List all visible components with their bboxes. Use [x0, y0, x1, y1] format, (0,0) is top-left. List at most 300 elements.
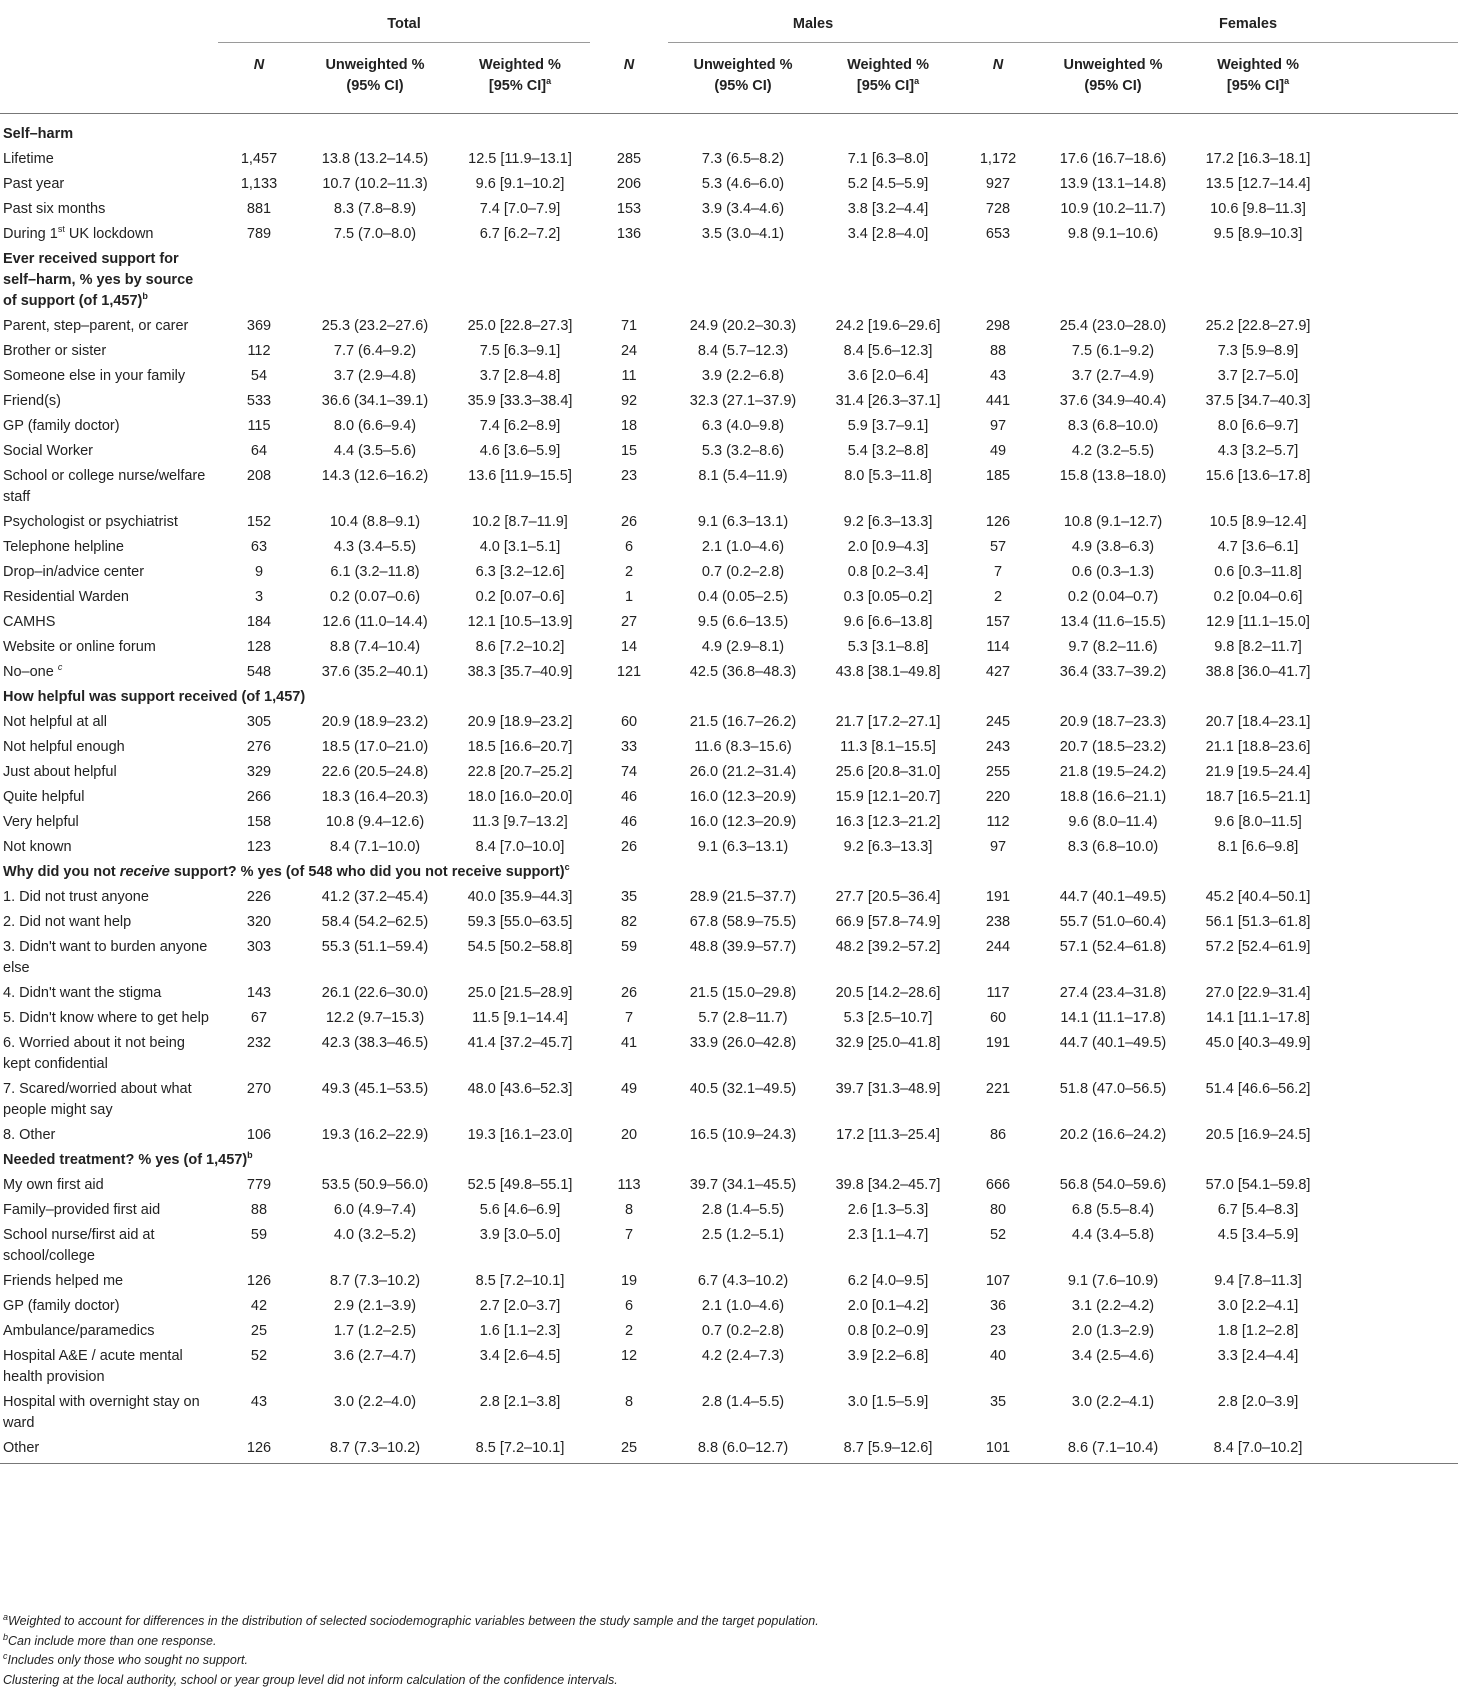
weighted-cell: 4.5 [3.4–5.9] [1217, 1227, 1299, 1243]
weighted-cell: 6.3 [3.2–12.6] [475, 564, 565, 580]
n-cell: 243 [985, 739, 1011, 755]
weighted-cell: 17.2 [16.3–18.1] [1205, 151, 1311, 167]
unweighted-cell: 4.3 (3.4–5.5) [333, 539, 417, 555]
unweighted-cell: 4.9 (2.9–8.1) [701, 639, 785, 655]
n-cell: 533 [246, 393, 272, 409]
n-cell: 8 [624, 1202, 634, 1218]
n-cell: 2 [624, 1323, 634, 1339]
n-cell: 1 [624, 589, 634, 605]
unweighted-cell: 12.6 (11.0–14.4) [322, 614, 428, 630]
table-row [0, 222, 1458, 247]
weighted-cell: 4.3 [3.2–5.7] [1217, 443, 1299, 459]
weighted-cell: 21.9 [19.5–24.4] [1205, 764, 1311, 780]
n-cell: 19 [620, 1273, 638, 1289]
weighted-cell: 35.9 [33.3–38.4] [467, 393, 573, 409]
n-cell: 112 [986, 814, 1010, 830]
weighted-cell: 52.5 [49.8–55.1] [467, 1177, 573, 1193]
unweighted-cell: 10.4 (8.8–9.1) [329, 514, 421, 530]
unweighted-cell: 10.9 (10.2–11.7) [1060, 201, 1166, 217]
row-label: 6. Worried about it not being kept confidential [3, 1035, 185, 1072]
unweighted-cell: 9.1 (6.3–13.1) [697, 514, 789, 530]
weighted-cell: 6.7 [6.2–7.2] [479, 226, 561, 242]
unweighted-cell: 20.2 (16.6–24.2) [1059, 1127, 1167, 1143]
section-label: Ever received support for self–harm, % yes by source of support (of 1,457)$^b$ [3, 251, 194, 309]
row-label: 1. Did not trust anyone [3, 889, 149, 905]
n-cell: 35 [620, 889, 638, 905]
unweighted-cell: 2.1 (1.0–4.6) [701, 1298, 785, 1314]
unweighted-cell: 3.0 (2.2–4.1) [1071, 1394, 1155, 1410]
footnote: $^c$Includes only those who sought no support. [3, 1650, 248, 1667]
n-cell: 113 [617, 1177, 641, 1193]
weighted-cell: 13.6 [11.9–15.5] [468, 468, 572, 484]
n-cell: 59 [250, 1227, 268, 1243]
unweighted-cell: 6.8 (5.5–8.4) [1071, 1202, 1155, 1218]
weighted-cell: 15.9 [12.1–20.7] [835, 789, 941, 805]
unweighted-cell: 28.9 (21.5–37.7) [689, 889, 797, 905]
table-row [0, 910, 1458, 935]
weighted-cell: 2.3 [1.1–4.7] [847, 1227, 929, 1243]
n-cell: 26 [620, 985, 638, 1001]
weighted-cell: 39.7 [31.3–48.9] [835, 1081, 941, 1097]
weighted-cell: 5.4 [3.2–8.8] [847, 443, 929, 459]
unweighted-cell: 33.9 (26.0–42.8) [689, 1035, 797, 1051]
unweighted-cell: 39.7 (34.1–45.5) [689, 1177, 797, 1193]
n-cell: 7 [624, 1227, 634, 1243]
unweighted-cell: 18.3 (16.4–20.3) [321, 789, 429, 805]
weighted-cell: 9.6 [6.6–13.8] [843, 614, 933, 630]
n-cell: 52 [989, 1227, 1007, 1243]
unweighted-cell: 2.0 (1.3–2.9) [1071, 1323, 1155, 1339]
weighted-cell: 3.9 [3.0–5.0] [479, 1227, 561, 1243]
unweighted-cell: 37.6 (34.9–40.4) [1059, 393, 1167, 409]
row-label: Family–provided first aid [3, 1202, 161, 1218]
weighted-cell: 18.5 [16.6–20.7] [467, 739, 573, 755]
unweighted-cell: 53.5 (50.9–56.0) [321, 1177, 429, 1193]
unweighted-cell: 21.5 (16.7–26.2) [689, 714, 797, 730]
unweighted-cell: 8.7 (7.3–10.2) [329, 1273, 421, 1289]
n-cell: 927 [985, 176, 1011, 192]
weighted-cell: 8.0 [5.3–11.8] [844, 468, 932, 484]
n-cell: 115 [247, 418, 271, 434]
row-label: 8. Other [3, 1127, 56, 1143]
unweighted-cell: 37.6 (35.2–40.1) [321, 664, 429, 680]
weighted-cell: 20.7 [18.4–23.1] [1205, 714, 1311, 730]
unweighted-cell: 2.8 (1.4–5.5) [701, 1394, 785, 1410]
weighted-cell: 4.0 [3.1–5.1] [479, 539, 561, 555]
n-cell: 52 [250, 1348, 268, 1364]
unweighted-cell: 2.9 (2.1–3.9) [333, 1298, 417, 1314]
unweighted-cell: 3.9 (2.2–6.8) [701, 368, 785, 384]
weighted-cell: 31.4 [26.3–37.1] [835, 393, 941, 409]
table-row [0, 314, 1458, 339]
weighted-cell: 8.1 [6.6–9.8] [1217, 839, 1299, 855]
n-cell: 20 [620, 1127, 638, 1143]
n-cell: 18 [620, 418, 638, 434]
table-row [0, 1269, 1458, 1294]
unweighted-cell: 3.9 (3.4–4.6) [701, 201, 785, 217]
row-label: No–one $^c$ [3, 662, 63, 680]
weighted-cell: 5.9 [3.7–9.1] [847, 418, 929, 434]
unweighted-cell: 16.0 (12.3–20.9) [689, 789, 797, 805]
n-cell: 49 [620, 1081, 638, 1097]
table-row [0, 414, 1458, 439]
table-row [0, 1077, 1458, 1123]
row-label: Just about helpful [3, 764, 117, 780]
weighted-cell: 8.4 [7.0–10.2] [1188, 1436, 1328, 1464]
n-cell: 23 [989, 1323, 1007, 1339]
unweighted-cell: 56.8 (54.0–59.6) [1059, 1177, 1167, 1193]
section-label: Needed treatment? % yes (of 1,457)$^b$ [3, 1150, 253, 1168]
table-row [0, 660, 1458, 685]
weighted-cell: 25.0 [22.8–27.3] [467, 318, 573, 334]
unweighted-cell: 6.7 (4.3–10.2) [697, 1273, 789, 1289]
weighted-cell: 9.6 [8.0–11.5] [1214, 814, 1302, 830]
row-label: During 1st UK lockdown [3, 224, 154, 242]
n-cell: 88 [250, 1202, 268, 1218]
unweighted-cell: 13.9 (13.1–14.8) [1059, 176, 1167, 192]
results-table [0, 6, 1458, 1464]
unweighted-cell: 3.7 (2.7–4.9) [1071, 368, 1155, 384]
n-cell: 244 [985, 939, 1011, 955]
n-cell: 158 [246, 814, 272, 830]
weighted-cell: 9.2 [6.3–13.3] [843, 514, 933, 530]
unweighted-cell: 44.7 (40.1–49.5) [1059, 1035, 1167, 1051]
n-cell: 41 [620, 1035, 638, 1051]
n-cell: 238 [985, 914, 1011, 930]
n-cell: 117 [986, 985, 1010, 1001]
unweighted-cell: 22.6 (20.5–24.8) [321, 764, 429, 780]
weighted-cell: 2.8 [2.1–3.8] [479, 1394, 561, 1410]
row-label: My own first aid [3, 1177, 104, 1193]
table-row [0, 464, 1458, 510]
weighted-cell: 20.5 [14.2–28.6] [835, 985, 941, 1001]
n-cell: 57 [989, 539, 1007, 555]
unweighted-cell: 40.5 (32.1–49.5) [689, 1081, 797, 1097]
n-cell: 6 [624, 1298, 634, 1314]
unweighted-cell: 8.4 (5.7–12.3) [697, 343, 789, 359]
row-label: Psychologist or psychiatrist [3, 514, 178, 530]
n-cell: 33 [620, 739, 638, 755]
weighted-cell: 14.1 [11.1–17.8] [1206, 1010, 1310, 1026]
unweighted-cell: 20.9 (18.7–23.3) [1059, 714, 1167, 730]
table-row [0, 710, 1458, 735]
col-n-females: N [992, 57, 1004, 73]
section-header-row [0, 1148, 1458, 1173]
n-cell: 128 [246, 639, 272, 655]
unweighted-cell: 8.3 (6.8–10.0) [1067, 418, 1159, 434]
n-cell: 2 [993, 589, 1003, 605]
n-cell: 23 [620, 468, 638, 484]
weighted-cell: 8.0 [6.6–9.7] [1217, 418, 1299, 434]
row-label: Drop–in/advice center [3, 564, 145, 580]
section-label: Self–harm [3, 126, 74, 142]
unweighted-cell: 25.3 (23.2–27.6) [321, 318, 429, 334]
unweighted-cell: 9.1 (6.3–13.1) [697, 839, 789, 855]
n-cell: 7 [993, 564, 1003, 580]
table-row [0, 1294, 1458, 1319]
n-cell: 2 [624, 564, 634, 580]
weighted-cell: 8.4 [7.0–10.0] [475, 839, 565, 855]
group-header-males: Males [668, 6, 958, 43]
n-cell: 303 [246, 939, 272, 955]
weighted-cell: 11.3 [8.1–15.5] [840, 739, 936, 755]
unweighted-cell: 8.4 (7.1–10.0) [329, 839, 421, 855]
n-cell: 80 [989, 1202, 1007, 1218]
unweighted-cell: 3.1 (2.2–4.2) [1071, 1298, 1155, 1314]
group-header-row [0, 6, 1458, 43]
n-cell: 97 [989, 839, 1007, 855]
group-header-females: Females [1038, 6, 1458, 43]
n-cell: 121 [616, 664, 642, 680]
table-row [0, 560, 1458, 585]
n-cell: 112 [247, 343, 271, 359]
n-cell: 153 [616, 201, 642, 217]
row-label: Hospital A&E / acute mental health provision [3, 1348, 183, 1385]
unweighted-cell: 26.1 (22.6–30.0) [321, 985, 429, 1001]
unweighted-cell: 0.7 (0.2–2.8) [701, 564, 785, 580]
weighted-cell: 3.7 [2.8–4.8] [479, 368, 561, 384]
footnote: $^a$Weighted to account for differences in the distribution of selected sociodemographic variables between the study sample and the target population. [3, 1611, 819, 1628]
weighted-cell: 9.4 [7.8–11.3] [1214, 1273, 1302, 1289]
row-label: 4. Didn't want the stigma [3, 985, 162, 1001]
unweighted-cell: 36.4 (33.7–39.2) [1059, 664, 1167, 680]
weighted-cell: 38.8 [36.0–41.7] [1205, 664, 1311, 680]
weighted-cell: 54.5 [50.2–58.8] [467, 939, 573, 955]
unweighted-cell: 8.3 (6.8–10.0) [1067, 839, 1159, 855]
row-label: Social Worker [3, 443, 93, 459]
weighted-cell: 40.0 [35.9–44.3] [467, 889, 573, 905]
n-cell: 208 [246, 468, 272, 484]
unweighted-cell: 8.1 (5.4–11.9) [698, 468, 788, 484]
table-row [0, 981, 1458, 1006]
row-label: Someone else in your family [3, 368, 186, 384]
unweighted-cell: 18.8 (16.6–21.1) [1059, 789, 1167, 805]
weighted-cell: 10.6 [9.8–11.3] [1210, 201, 1306, 217]
n-cell: 206 [616, 176, 642, 192]
unweighted-cell: 0.4 (0.05–2.5) [697, 589, 789, 605]
n-cell: 46 [620, 814, 638, 830]
unweighted-cell: 10.8 (9.1–12.7) [1063, 514, 1163, 530]
table-row [0, 1390, 1458, 1436]
n-cell: 36 [989, 1298, 1007, 1314]
n-cell: 427 [985, 664, 1011, 680]
n-cell: 54 [250, 368, 268, 384]
n-cell: 3 [254, 589, 264, 605]
n-cell: 305 [246, 714, 272, 730]
unweighted-cell: 4.4 (3.4–5.8) [1071, 1227, 1155, 1243]
n-cell: 97 [989, 418, 1007, 434]
unweighted-cell: 13.8 (13.2–14.5) [321, 151, 429, 167]
n-cell: 14 [620, 639, 638, 655]
row-label: Brother or sister [3, 343, 107, 359]
col-unweighted-total: Unweighted % (95% CI) [300, 43, 450, 114]
n-cell: 12 [620, 1348, 638, 1364]
n-cell: 266 [246, 789, 272, 805]
unweighted-cell: 8.6 (7.1–10.4) [1038, 1436, 1188, 1464]
weighted-cell: 8.7 [5.9–12.6] [818, 1436, 958, 1464]
weighted-cell: 57.2 [52.4–61.9] [1205, 939, 1311, 955]
n-cell: 270 [246, 1081, 272, 1097]
unweighted-cell: 14.3 (12.6–16.2) [321, 468, 429, 484]
unweighted-cell: 9.8 (9.1–10.6) [1067, 226, 1159, 242]
n-cell: 42 [250, 1298, 268, 1314]
unweighted-cell: 9.6 (8.0–11.4) [1068, 814, 1158, 830]
n-cell: 114 [986, 639, 1010, 655]
weighted-cell: 3.0 [1.5–5.9] [847, 1394, 929, 1410]
table-row [0, 510, 1458, 535]
unweighted-cell: 7.7 (6.4–9.2) [333, 343, 417, 359]
n-cell: 71 [620, 318, 638, 334]
unweighted-cell: 7.3 (6.5–8.2) [701, 151, 785, 167]
weighted-cell: 21.7 [17.2–27.1] [835, 714, 941, 730]
n-cell: 329 [246, 764, 272, 780]
weighted-cell: 43.8 [38.1–49.8] [835, 664, 941, 680]
unweighted-cell: 4.9 (3.8–6.3) [1071, 539, 1155, 555]
weighted-cell: 32.9 [25.0–41.8] [835, 1035, 941, 1051]
weighted-cell: 57.0 [54.1–59.8] [1205, 1177, 1311, 1193]
n-cell: 185 [985, 468, 1011, 484]
n-cell: 1,172 [979, 151, 1017, 167]
n-cell: 779 [246, 1177, 272, 1193]
unweighted-cell: 20.7 (18.5–23.2) [1059, 739, 1167, 755]
unweighted-cell: 44.7 (40.1–49.5) [1059, 889, 1167, 905]
table-row [0, 439, 1458, 464]
weighted-cell: 5.3 [2.5–10.7] [843, 1010, 933, 1026]
weighted-cell: 19.3 [16.1–23.0] [467, 1127, 573, 1143]
n-cell: 49 [989, 443, 1007, 459]
weighted-cell: 56.1 [51.3–61.8] [1205, 914, 1311, 930]
n-cell: 46 [620, 789, 638, 805]
col-n-males: N [623, 56, 635, 73]
n-cell: 441 [985, 393, 1011, 409]
n-cell: 152 [246, 514, 272, 530]
unweighted-cell: 14.1 (11.1–17.8) [1060, 1010, 1166, 1026]
table-row [0, 760, 1458, 785]
n-cell: 157 [985, 614, 1011, 630]
unweighted-cell: 4.0 (3.2–5.2) [333, 1227, 417, 1243]
unweighted-cell: 67.8 (58.9–75.5) [689, 914, 797, 930]
table-row [0, 785, 1458, 810]
weighted-cell: 11.3 [9.7–13.2] [472, 814, 568, 830]
unweighted-cell: 3.4 (2.5–4.6) [1071, 1348, 1155, 1364]
row-label: Past six months [3, 201, 106, 217]
weighted-cell: 3.7 [2.7–5.0] [1217, 368, 1299, 384]
unweighted-cell: 49.3 (45.1–53.5) [321, 1081, 429, 1097]
weighted-cell: 17.2 [11.3–25.4] [836, 1127, 940, 1143]
weighted-cell: 2.0 [0.1–4.2] [847, 1298, 929, 1314]
unweighted-cell: 2.8 (1.4–5.5) [701, 1202, 785, 1218]
unweighted-cell: 11.6 (8.3–15.6) [694, 739, 792, 755]
weighted-cell: 39.8 [34.2–45.7] [835, 1177, 941, 1193]
weighted-cell: 4.7 [3.6–6.1] [1217, 539, 1299, 555]
row-label: Very helpful [3, 814, 79, 830]
section-header-row [0, 114, 1458, 148]
unweighted-cell: 17.6 (16.7–18.6) [1059, 151, 1167, 167]
unweighted-cell: 15.8 (13.8–18.0) [1059, 468, 1167, 484]
table-row [0, 1198, 1458, 1223]
unweighted-cell: 18.5 (17.0–21.0) [321, 739, 429, 755]
table-row [0, 389, 1458, 414]
n-cell: 88 [989, 343, 1007, 359]
unweighted-cell: 0.6 (0.3–1.3) [1071, 564, 1155, 580]
unweighted-cell: 21.8 (19.5–24.2) [1059, 764, 1167, 780]
weighted-cell: 21.1 [18.8–23.6] [1205, 739, 1311, 755]
table-row [0, 1006, 1458, 1031]
weighted-cell: 9.5 [8.9–10.3] [1213, 226, 1303, 242]
unweighted-cell: 9.1 (7.6–10.9) [1067, 1273, 1159, 1289]
n-cell: 221 [985, 1081, 1011, 1097]
section-header-row [0, 860, 1458, 885]
col-unweighted-females: Unweighted % (95% CI) [1038, 43, 1188, 114]
unweighted-cell: 42.5 (36.8–48.3) [689, 664, 797, 680]
weighted-cell: 0.2 [0.04–0.6] [1213, 589, 1303, 605]
row-label: Past year [3, 176, 65, 192]
unweighted-cell: 12.2 (9.7–15.3) [325, 1010, 425, 1026]
weighted-cell: 1.6 [1.1–2.3] [479, 1323, 561, 1339]
unweighted-cell: 48.8 (39.9–57.7) [689, 939, 797, 955]
row-label: Friends helped me [3, 1273, 124, 1289]
weighted-cell: 5.2 [4.5–5.9] [847, 176, 929, 192]
group-header-total: Total [218, 6, 590, 43]
row-label: School or college nurse/welfare staff [3, 468, 206, 505]
weighted-cell: 8.5 [7.2–10.1] [475, 1273, 565, 1289]
unweighted-cell: 6.3 (4.0–9.8) [701, 418, 785, 434]
table-row [0, 1223, 1458, 1269]
unweighted-cell: 9.5 (6.6–13.5) [697, 614, 789, 630]
n-cell: 6 [624, 539, 634, 555]
row-label: 3. Didn't want to burden anyone else [3, 939, 208, 976]
n-cell: 126 [985, 514, 1011, 530]
weighted-cell: 0.3 [0.05–0.2] [843, 589, 933, 605]
weighted-cell: 16.3 [12.3–21.2] [835, 814, 941, 830]
weighted-cell: 22.8 [20.7–25.2] [467, 764, 573, 780]
weighted-cell: 8.5 [7.2–10.1] [450, 1436, 590, 1464]
unweighted-cell: 55.3 (51.1–59.4) [321, 939, 429, 955]
weighted-cell: 25.6 [20.8–31.0] [835, 764, 941, 780]
weighted-cell: 48.0 [43.6–52.3] [467, 1081, 573, 1097]
unweighted-cell: 16.5 (10.9–24.3) [689, 1127, 797, 1143]
unweighted-cell: 6.1 (3.2–11.8) [330, 564, 420, 580]
table-row [0, 339, 1458, 364]
weighted-cell: 7.1 [6.3–8.0] [847, 151, 929, 167]
weighted-cell: 45.2 [40.4–50.1] [1205, 889, 1311, 905]
weighted-cell: 3.6 [2.0–6.4] [847, 368, 929, 384]
weighted-cell: 3.8 [3.2–4.4] [847, 201, 929, 217]
weighted-cell: 20.5 [16.9–24.5] [1205, 1127, 1311, 1143]
n-cell: 548 [246, 664, 272, 680]
table-body [0, 114, 1458, 1464]
table-row [0, 1344, 1458, 1390]
footnote: Clustering at the local authority, school or year group level did not inform calculation of the confidence intervals. [3, 1672, 618, 1687]
n-cell: 15 [620, 443, 638, 459]
n-cell: 9 [254, 564, 264, 580]
unweighted-cell: 36.6 (34.1–39.1) [321, 393, 429, 409]
unweighted-cell: 6.0 (4.9–7.4) [333, 1202, 417, 1218]
unweighted-cell: 16.0 (12.3–20.9) [689, 814, 797, 830]
unweighted-cell: 10.7 (10.2–11.3) [322, 176, 428, 192]
n-cell: 666 [985, 1177, 1011, 1193]
row-label: Not helpful at all [3, 714, 107, 730]
row-label: GP (family doctor) [3, 1298, 120, 1314]
table-row [0, 835, 1458, 860]
weighted-cell: 25.2 [22.8–27.9] [1205, 318, 1311, 334]
n-cell: 82 [620, 914, 638, 930]
n-cell: 60 [989, 1010, 1007, 1026]
row-label: Not known [3, 839, 72, 855]
unweighted-cell: 32.3 (27.1–37.9) [689, 393, 797, 409]
weighted-cell: 0.6 [0.3–11.8] [1214, 564, 1302, 580]
weighted-cell: 0.8 [0.2–0.9] [847, 1323, 929, 1339]
